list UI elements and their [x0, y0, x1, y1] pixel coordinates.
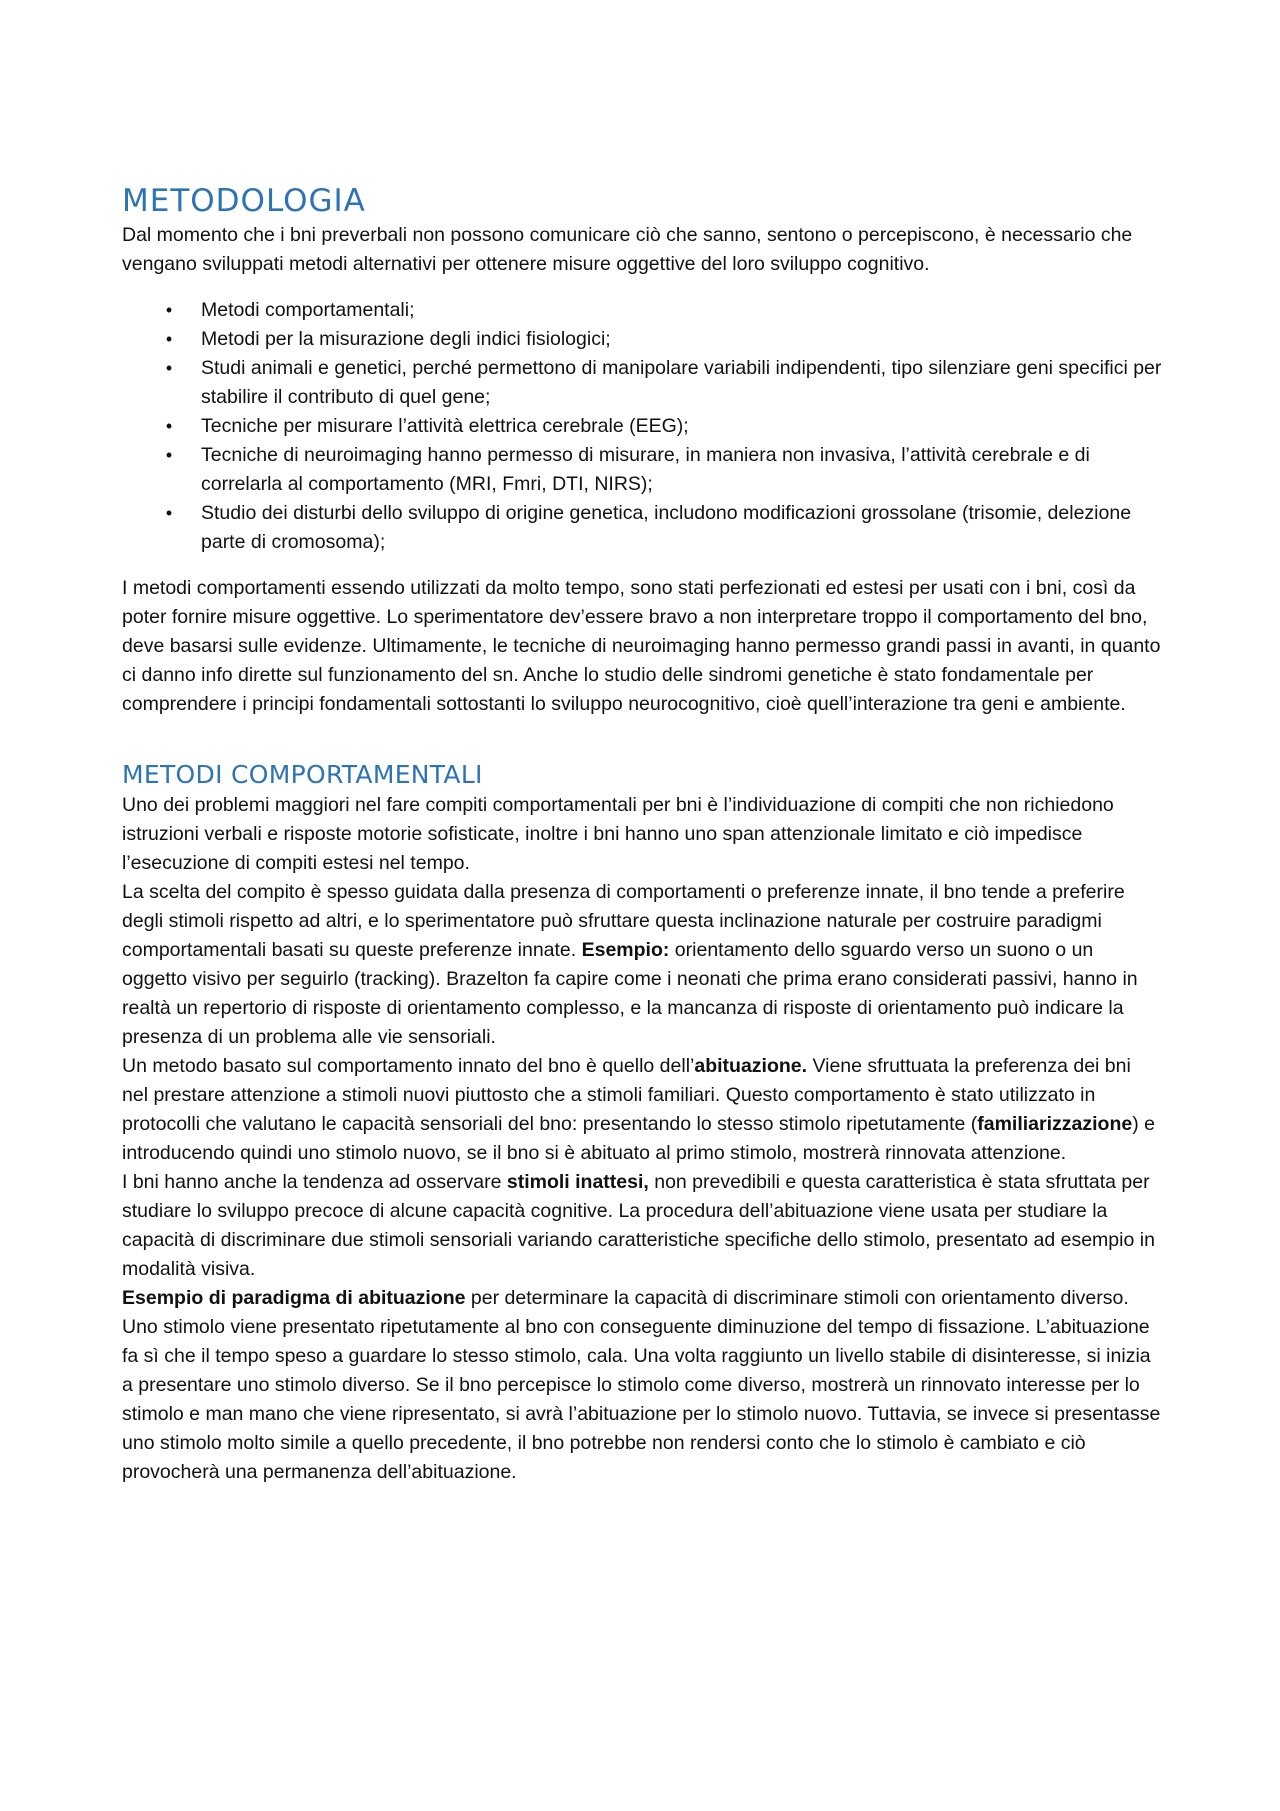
text-run: orientamento dello sguardo verso un suono o un oggetto visivo per seguirlo (tracking). Brazelton fa capire come i neonati che prima erano considerati passivi, hanno in realtà un repertorio di risposte di orientamento complesso, e la mancanza di risposte di orientamento può indicare la presenza di un problema alle vie sensoriali.: [122, 939, 1138, 1048]
text-run: ) e introducendo quindi uno stimolo nuovo, se il bno si è abituato al primo stimolo, mostrerà rinnovata attenzione.: [122, 1113, 1155, 1164]
paragraph-closing: I metodi comportamenti essendo utilizzati da molto tempo, sono stati perfezionati ed estesi per usati con i bni, così da poter fornire misure oggettive. Lo sperimentatore dev’essere bravo a non interpretare troppo il comportamento del bno, deve basarsi sulle evidenze. Ultimamente, le tecniche di neuroimaging hanno permesso grandi passi in avanti, in quanto ci danno info dirette sul funzionamento del sn. Anche lo studio delle sindromi genetiche è stato fondamentale per comprendere i principi fondamentali sottostanti lo sviluppo neurocognitivo, cioè quell’interazione tra geni e ambiente.: [122, 577, 1161, 715]
list-item-text: Metodi per la misurazione degli indici fisiologici;: [201, 328, 611, 350]
list-item-text: Metodi comportamentali;: [201, 299, 415, 321]
document-body: [122, 181, 1162, 1487]
list-item: [122, 441, 1162, 499]
bold-text-esempio: Esempio:: [581, 939, 670, 961]
text-run: per determinare la capacità di discriminare stimoli con orientamento diverso. Uno stimolo viene presentato ripetutamente al bno con conseguente diminuzione del tempo di fissazione. L’abituazione fa sì che il tempo speso a guardare lo stesso stimolo, cala. Una volta raggiunto un livello stabile di disinteresse, si inizia a presentare uno stimolo diverso. Se il bno percepisce lo stimolo come diverso, mostrerà un rinnovato interesse per lo stimolo e man mano che viene ripresentato, si avrà l’abituazione per lo stimolo nuovo. Tuttavia, se invece si presentasse uno stimolo molto simile a quello precedente, il bno potrebbe non rendersi conto che lo stimolo è cambiato e ciò provocherà una permanenza dell’abituazione.: [122, 1287, 1161, 1483]
list-item-text: Studio dei disturbi dello sviluppo di origine genetica, includono modificazioni grossolane (trisomie, delezione parte di cromosoma);: [201, 502, 1132, 553]
list-item: [122, 412, 1162, 441]
bold-text-esempio-paradigma: Esempio di paradigma di abituazione: [122, 1287, 466, 1309]
heading-metodologia: METODOLOGIA: [122, 183, 366, 219]
list-item-text: Tecniche di neuroimaging hanno permesso di misurare, in maniera non invasiva, l’attività cerebrale e di correlarla al comportamento (MRI, Fmri, DTI, NIRS);: [201, 444, 1090, 495]
list-item-text: Tecniche per misurare l’attività elettrica cerebrale (EEG);: [201, 415, 689, 437]
methods-list: [122, 296, 1162, 557]
bullet-icon: •: [165, 300, 173, 320]
text-run: Viene sfruttuata la preferenza dei bni nel prestare attenzione a stimoli nuovi piuttosto che a stimoli familiari. Questo comportamento è stato utilizzato in protocolli che valutano le capacità sensoriali del bno: presentando lo stesso stimolo ripetutamente (: [122, 1055, 1131, 1135]
paragraph-stimoli-inattesi: [122, 1168, 1162, 1284]
bullet-icon: •: [165, 503, 173, 523]
paragraph-abituazione: [122, 1052, 1162, 1168]
text-run: Un metodo basato sul comportamento innato del bno è quello dell’: [122, 1055, 695, 1077]
bullet-icon: •: [165, 445, 173, 465]
paragraph-problemi: Uno dei problemi maggiori nel fare compiti comportamentali per bni è l’individuazione di compiti che non richiedono istruzioni verbali e risposte motorie sofisticate, inoltre i bni hanno uno span attenzionale limitato e ciò impedisce l’esecuzione di compiti estesi nel tempo.: [122, 794, 1114, 874]
bullet-icon: •: [165, 416, 173, 436]
text-run: La scelta del compito è spesso guidata dalla presenza di comportamenti o preferenze innate, il bno tende a preferire degli stimoli rispetto ad altri, e lo sperimentatore può sfruttare questa inclinazione naturale per costruire paradigmi comportamentali basati su queste preferenze innate.: [122, 881, 1125, 961]
list-item: [122, 325, 1162, 354]
paragraph-scelta-compito: [122, 878, 1162, 1052]
bold-text-familiarizzazione: familiarizzazione: [977, 1113, 1133, 1135]
bullet-icon: •: [165, 358, 173, 378]
list-item: [122, 296, 1162, 325]
heading-metodi-comportamentali: METODI COMPORTAMENTALI: [122, 760, 483, 789]
bold-text-abituazione: abituazione.: [694, 1055, 808, 1077]
paragraph-intro: Dal momento che i bni preverbali non possono comunicare ciò che sanno, sentono o percepiscono, è necessario che vengano sviluppati metodi alternativi per ottenere misure oggettive del loro sviluppo cognitivo.: [122, 224, 1133, 275]
list-item: [122, 499, 1162, 557]
bold-text-stimoli-inattesi: stimoli inattesi,: [506, 1171, 649, 1193]
text-run: non prevedibili e questa caratteristica è stata sfruttata per studiare lo sviluppo precoce di alcune capacità cognitive. La procedura dell’abituazione viene usata per studiare la capacità di discriminare due stimoli sensoriali variando caratteristiche specifiche dello stimolo, presentato ad esempio in modalità visiva.: [122, 1171, 1155, 1280]
list-item: [122, 354, 1162, 412]
text-run: I bni hanno anche la tendenza ad osservare: [122, 1171, 507, 1193]
bullet-icon: •: [165, 329, 173, 349]
list-item-text: Studi animali e genetici, perché permettono di manipolare variabili indipendenti, tipo silenziare geni specifici per stabilire il contributo di quel gene;: [201, 357, 1162, 408]
section-spacer: [122, 719, 1162, 758]
paragraph-esempio-paradigma: [122, 1284, 1162, 1487]
